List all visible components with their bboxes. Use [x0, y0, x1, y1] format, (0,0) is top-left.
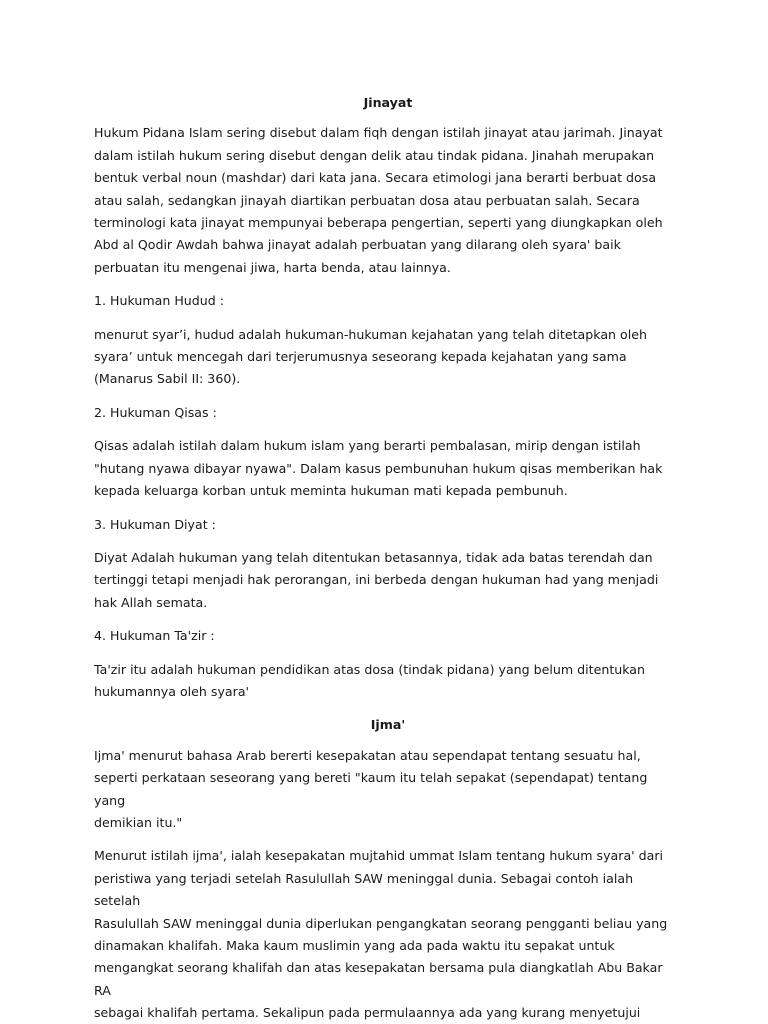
text-line: (Manarus Sabil II: 360). — [94, 371, 241, 387]
text-line: Ta'zir itu adalah hukuman pendidikan atas dosa (tindak pidana) yang belum ditentukan — [94, 661, 646, 677]
text-line: Diyat Adalah hukuman yang telah ditentukan betasannya, tidak ada batas terendah dan — [94, 549, 653, 565]
text-line: tertinggi tetapi menjadi hak perorangan, ini berbeda dengan hukuman had yang menjadi — [94, 572, 659, 588]
title-jinayat: Jinayat — [363, 95, 413, 110]
paragraph-jinayat-definition — [94, 122, 682, 279]
heading-hukuman-tazir: 4. Hukuman Ta'zir : — [94, 628, 215, 644]
text-line: atau salah, sedangkan jinayah diartikan perbuatan dosa atau perbuatan salah. Secara — [94, 192, 640, 208]
text-line: Hukum Pidana Islam sering disebut dalam fiqh dengan istilah jinayat atau jarimah. Jinayat — [94, 125, 663, 141]
text-line: menurut syar’i, hudud adalah hukuman-hukuman kejahatan yang telah ditetapkan oleh — [94, 326, 647, 342]
text-line: peristiwa yang terjadi setelah Rasulullah SAW meninggal dunia. Sebagai contoh ialah setelah — [94, 870, 634, 909]
text-line: Abd al Qodir Awdah bahwa jinayat adalah perbuatan yang dilarang oleh syara' baik — [94, 237, 621, 253]
heading-hukuman-qisas: 2. Hukuman Qisas : — [94, 404, 217, 420]
paragraph-ijma-istilah — [94, 845, 682, 1024]
paragraph-qisas — [94, 435, 682, 502]
text-line: dinamakan khalifah. Maka kaum muslimin yang ada pada waktu itu sepakat untuk — [94, 938, 615, 953]
text-line: perbuatan itu mengenai jiwa, harta benda, atau lainnya. — [94, 259, 451, 275]
text-line: demikian itu." — [94, 814, 183, 830]
text-line: syara’ untuk mencegah dari terjerumusnya seseorang kepada kejahatan yang sama — [94, 349, 627, 365]
text-line: mengangkat seorang khalifah dan atas kesepakatan bersama pula diangkatlah Abu Bakar RA — [94, 960, 663, 998]
text-line: "hutang nyawa dibayar nyawa". Dalam kasus pembunuhan hukum qisas memberikan hak — [94, 460, 663, 476]
text-line: hukumannya oleh syara' — [94, 683, 249, 699]
text-line: sebagai khalifah pertama. Sekalipun pada permulaannya ada yang kurang menyetujui — [94, 1005, 641, 1021]
text-line: seperti perkataan seseorang yang bereti "kaum itu telah sepakat (sependapat) tentang yang — [94, 770, 648, 808]
text-line: dalam istilah hukum sering disebut dengan delik atau tindak pidana. Jinahah merupakan — [94, 147, 655, 163]
text-line: Ijma' menurut bahasa Arab bererti kesepakatan atau sependapat tentang sesuatu hal, — [94, 747, 641, 763]
heading-hukuman-diyat: 3. Hukuman Diyat : — [94, 516, 216, 532]
title-ijma: Ijma' — [370, 717, 406, 733]
text-line: bentuk verbal noun (mashdar) dari kata jana. Secara etimologi jana berarti berbuat dosa — [94, 170, 657, 186]
paragraph-ijma-bahasa — [94, 745, 682, 835]
text-line: kepada keluarga korban untuk meminta hukuman mati kepada pembunuh. — [94, 483, 568, 499]
text-line: Rasulullah SAW meninggal dunia diperlukan pengangkatan seorang pengganti beliau yang — [94, 915, 668, 931]
heading-hukuman-hudud: 1. Hukuman Hudud : — [94, 293, 224, 309]
text-line: hak Allah semata. — [94, 594, 208, 610]
text-line: Menurut istilah ijma', ialah kesepakatan mujtahid ummat Islam tentang hukum syara' dari — [94, 848, 664, 864]
text-line: Qisas adalah istilah dalam hukum islam yang berarti pembalasan, mirip dengan istilah — [94, 438, 641, 454]
text-line: terminologi kata jinayat mempunyai beberapa pengertian, seperti yang diungkapkan oleh — [94, 215, 663, 231]
paragraph-tazir — [94, 659, 682, 704]
paragraph-diyat — [94, 547, 682, 614]
paragraph-hudud — [94, 324, 682, 391]
